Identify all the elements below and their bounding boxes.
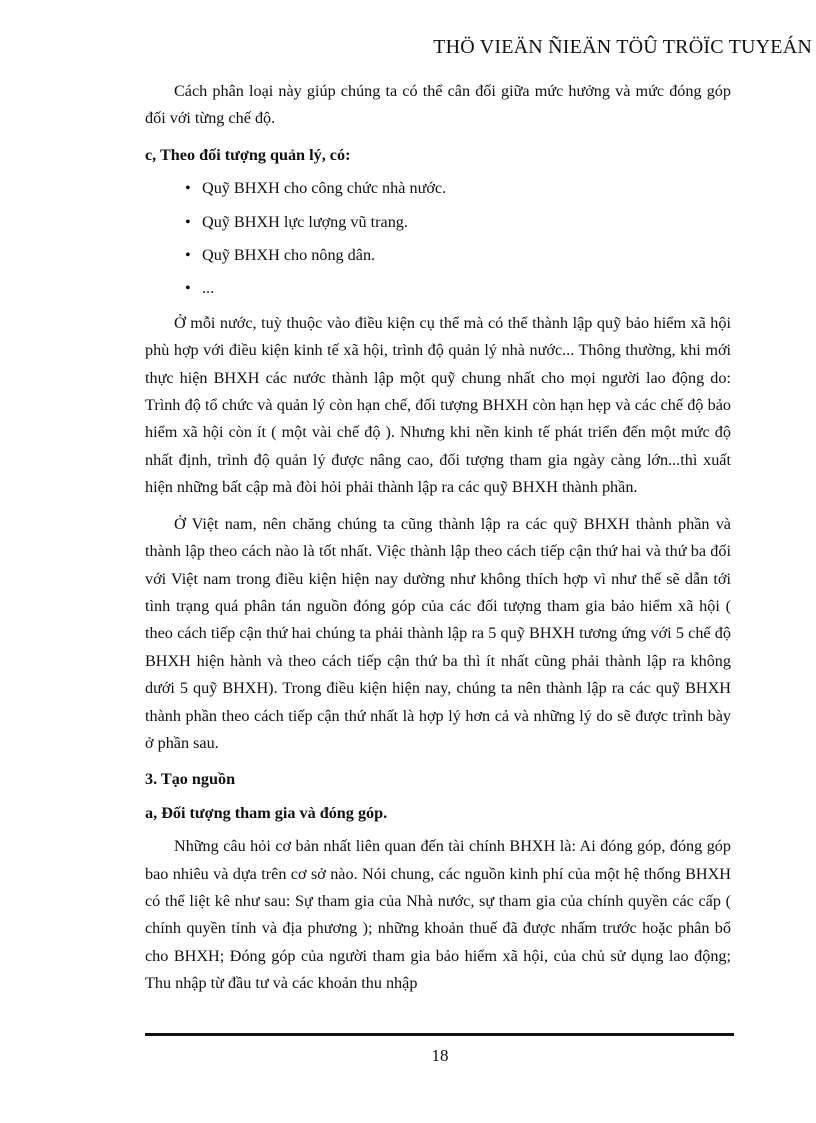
footer-rule [145,1033,734,1036]
fund-list [145,175,731,303]
list-item [145,242,731,269]
heading-participants-contributions: a, Đối tượng tham gia và đóng góp. [145,803,388,822]
page-header [433,36,812,59]
page-number: 18 [431,1046,449,1065]
paragraph-classification-summary: Cách phân loại này giúp chúng ta có thể cân đối giữa mức hưởng và mức đóng góp đối với từng chế độ. [145,82,731,128]
paragraph-vietnam-approach: Ở Việt nam, nên chăng chúng ta cũng thành lập ra các quỹ BHXH thành phần và thành lập theo cách nào là tốt nhất. Việc thành lập theo cách tiếp cận thứ hai và thứ ba đối với Việt nam trong điều kiện hiện nay dường như không thích hợp vì như thế sẽ dẫn tới tình trạng quá phân tán nguồn đóng góp của các đối tượng tham gia bảo hiểm xã hội ( theo cách tiếp cận thứ hai chúng ta phải thành lập ra 5 quỹ BHXH tương ứng với 5 chế độ BHXH hiện hành và theo cách tiếp cận thứ ba thì ít nhất cũng phải thành lập ra không dưới 5 quỹ BHXH). Trong điều kiện hiện nay, chúng ta nên thành lập ra các quỹ BHXH thành phần theo cách tiếp cận thứ nhất là hợp lý hơn cả và những lý do sẽ được trình bày ở phần sau. [145,514,731,752]
bullet-icon: • [185,179,191,198]
list-item-text: ... [202,279,215,298]
list-item-text: Quỹ BHXH cho nông dân. [202,246,376,265]
paragraph-funding-sources: Những câu hỏi cơ bản nhất liên quan đến tài chính BHXH là: Ai đóng góp, đóng góp bao nhiêu và dựa trên cơ sở nào. Nói chung, các nguồn kinh phí của một hệ thống BHXH có thể liệt kê như sau: Sự tham gia của Nhà nước, sự tham gia của chính quyền các cấp ( chính quyền tỉnh và địa phương ); những khoản thuế đã được nhấm trước hoặc phân bổ cho BHXH; Đóng góp của người tham gia bảo hiểm xã hội, của chủ sử dụng lao động; Thu nhập từ đầu tư và các khoản thu nhập [145,837,731,993]
list-item [145,209,731,236]
list-item [145,175,731,202]
bullet-icon: • [185,212,191,231]
heading-section-3: 3. Tạo nguồn [145,770,236,789]
bullet-icon: • [185,279,191,298]
header-title: THÖ VIEÄN ÑIEÄN TÖÛ TRÖÏC TUYEÁN [433,36,812,58]
list-item [145,275,731,302]
list-item-text: Quỹ BHXH lực lượng vũ trang. [202,212,408,231]
paragraph-fund-establishment: Ở mỗi nước, tuỳ thuộc vào điều kiện cụ thể mà có thể thành lập quỹ bảo hiểm xã hội phù hợp với điều kiện kinh tế xã hội, trình độ quản lý nhà nước... Thông thường, khi mới thực hiện BHXH các nước thành lập một quỹ chung nhất cho mọi người lao động do: Trình độ tổ chức và quản lý còn hạn chế, đối tượng BHXH còn hạn hẹp và các chế độ bảo hiểm xã hội còn ít ( một vài chế độ ). Nhưng khi nền kinh tế phát triển đến một mức độ nhất định, trình độ quản lý được nâng cao, đối tượng tham gia ngày càng lớn...thì xuất hiện những bất cập mà đòi hỏi phải thành lập ra các quỹ BHXH thành phần. [145,313,731,497]
list-item-text: Quỹ BHXH cho công chức nhà nước. [202,179,447,198]
heading-management-target: c, Theo đối tượng quản lý, có: [145,145,351,164]
document-body [145,78,731,1007]
bullet-icon: • [185,246,191,265]
